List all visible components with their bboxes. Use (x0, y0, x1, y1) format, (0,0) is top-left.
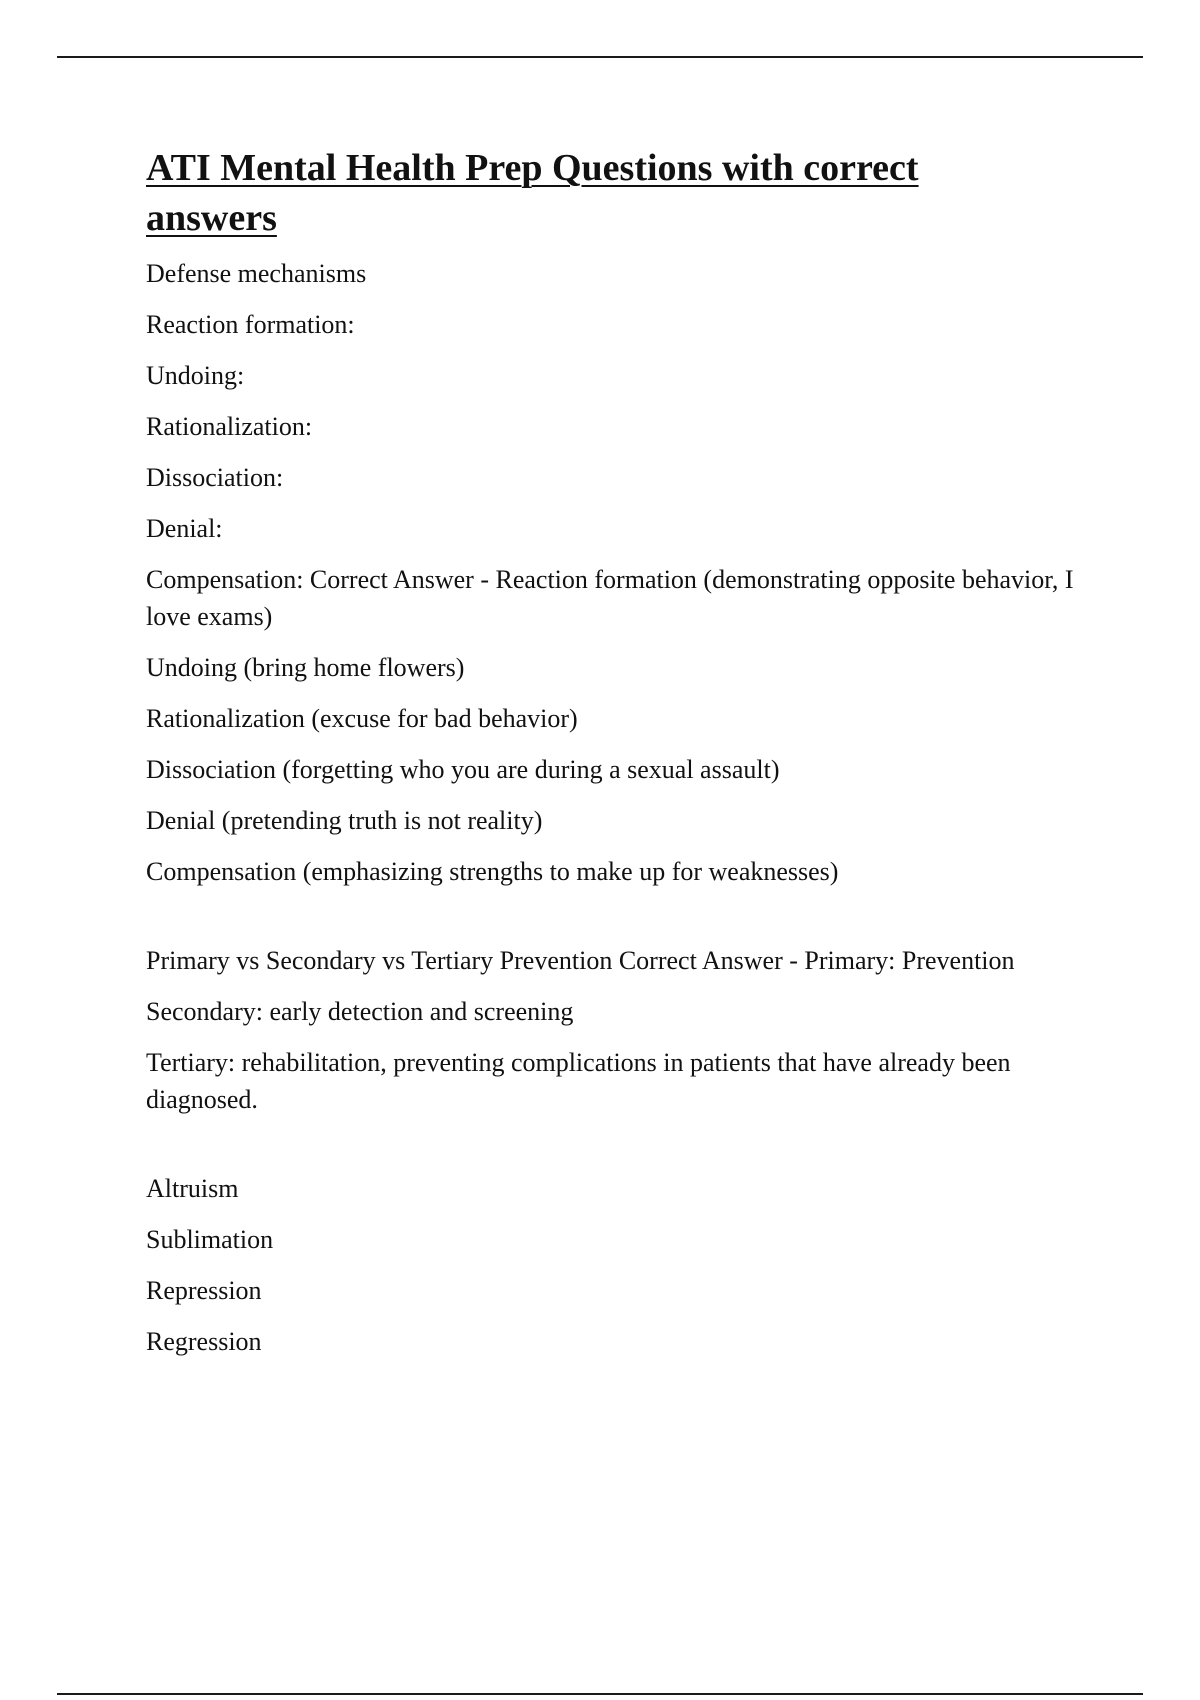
bottom-divider (57, 1693, 1143, 1695)
text-line: Defense mechanisms (146, 259, 367, 288)
text-line: Reaction formation: (146, 310, 355, 339)
text-line: Altruism (146, 1174, 239, 1203)
text-line: Denial: (146, 514, 223, 543)
text-line: Rationalization: (146, 412, 313, 441)
document-page (146, 143, 1106, 1374)
prevention-section (146, 942, 1106, 1118)
text-line: Compensation: Correct Answer - Reaction formation (demonstrating opposite behavior, I love exams) (146, 565, 1074, 631)
text-line: Primary vs Secondary vs Tertiary Prevention Correct Answer - Primary: Prevention (146, 946, 1015, 975)
document-title: ATI Mental Health Prep Questions with correct answers (146, 147, 919, 239)
text-line: Undoing (bring home flowers) (146, 653, 465, 682)
text-line: Undoing: (146, 361, 245, 390)
text-line: Regression (146, 1327, 262, 1356)
mechanisms-list-section (146, 1170, 1106, 1360)
top-divider (57, 56, 1143, 58)
text-line: Tertiary: rehabilitation, preventing complications in patients that have already been diagnosed. (146, 1048, 1011, 1114)
text-line: Repression (146, 1276, 262, 1305)
text-line: Dissociation: (146, 463, 284, 492)
text-line: Secondary: early detection and screening (146, 997, 574, 1026)
defense-mechanisms-section (146, 255, 1106, 890)
text-line: Compensation (emphasizing strengths to make up for weaknesses) (146, 857, 839, 886)
text-line: Denial (pretending truth is not reality) (146, 806, 543, 835)
text-line: Rationalization (excuse for bad behavior) (146, 704, 578, 733)
text-line: Sublimation (146, 1225, 274, 1254)
text-line: Dissociation (forgetting who you are during a sexual assault) (146, 755, 780, 784)
